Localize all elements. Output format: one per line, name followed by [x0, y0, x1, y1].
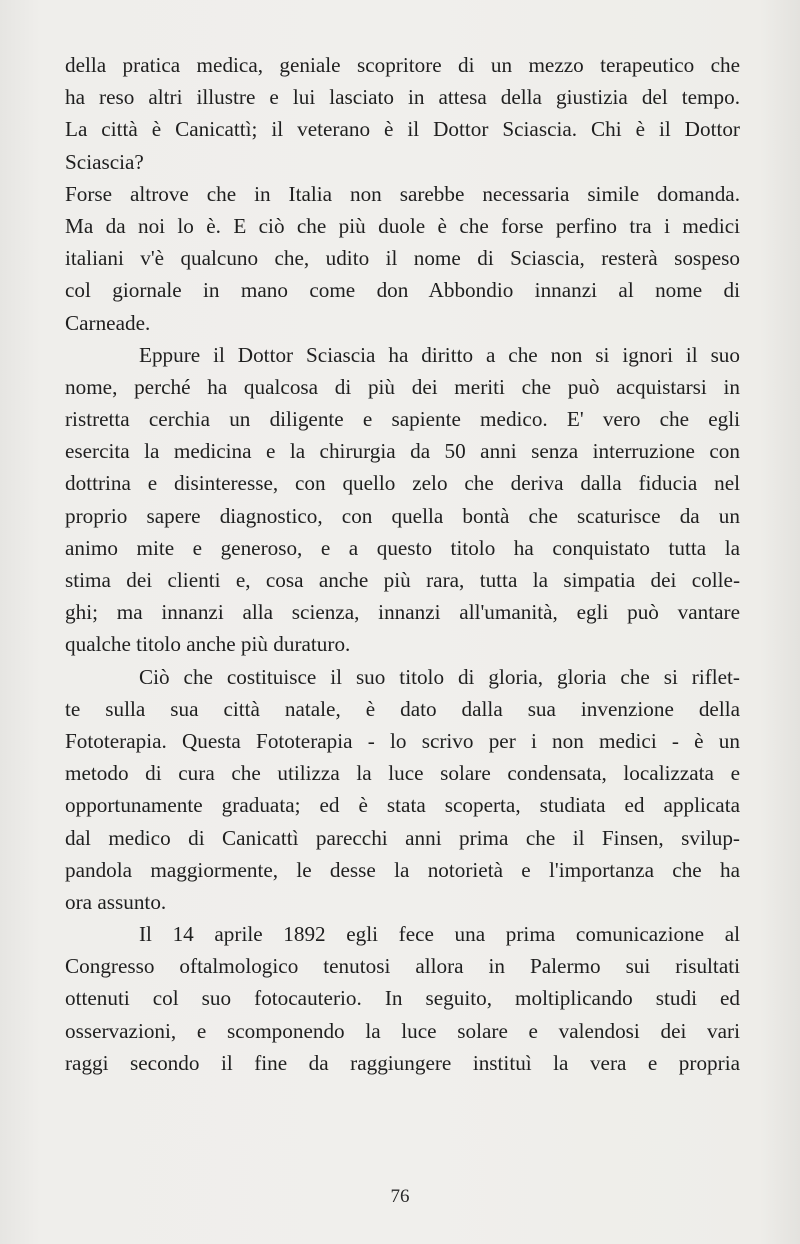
text-line: animo mite e generoso, e a questo titolo ha conquistato tutta la [65, 535, 740, 560]
text-line: ora assunto. [65, 889, 167, 914]
text-line: ghi; ma innanzi alla scienza, innanzi all'umanità, egli può vantare [65, 600, 740, 625]
text-line: esercita la medicina e la chirurgia da 50 anni senza interruzione con [65, 439, 740, 464]
text-line: Ciò che costituisce il suo titolo di gloria, gloria che si riflet- [139, 664, 740, 689]
text-line: dal medico di Canicattì parecchi anni prima che il Finsen, svilup- [65, 825, 740, 850]
text-line: col giornale in mano come don Abbondio innanzi al nome di [65, 278, 740, 303]
page-number: 76 [390, 1186, 410, 1207]
text-line: La città è Canicattì; il veterano è il Dottor Sciascia. Chi è il Dottor [65, 117, 740, 142]
text-line: Sciascia? [65, 149, 144, 174]
text-line: ristretta cerchia un diligente e sapiente medico. E' vero che egli [65, 407, 740, 432]
body-text [65, 49, 740, 1079]
text-line: proprio sapere diagnostico, con quella bontà che scaturisce da un [65, 503, 740, 528]
text-line: Fototerapia. Questa Fototerapia - lo scrivo per i non medici - è un [65, 728, 740, 753]
text-line: ottenuti col suo fotocauterio. In seguito, moltiplicando studi ed [65, 986, 740, 1011]
text-line: Il 14 aprile 1892 egli fece una prima comunicazione al [139, 922, 740, 947]
text-line: ha reso altri illustre e lui lasciato in attesa della giustizia del tempo. [65, 85, 740, 110]
text-line: della pratica medica, geniale scopritore di un mezzo terapeutico che [65, 53, 740, 77]
text-line: pandola maggiormente, le desse la notorietà e l'importanza che ha [65, 857, 740, 882]
text-line: stima dei clienti e, cosa anche più rara, tutta la simpatia dei colle- [65, 568, 740, 592]
text-line: Ma da noi lo è. E ciò che più duole è che forse perfino tra i medici [65, 213, 740, 238]
text-line: nome, perché ha qualcosa di più dei meriti che può acquistarsi in [65, 374, 740, 399]
text-line: Congresso oftalmologico tenutosi allora in Palermo sui risultati [65, 954, 740, 979]
text-line: osservazioni, e scomponendo la luce solare e valendosi dei vari [65, 1018, 740, 1043]
text-line: Carneade. [65, 310, 151, 335]
text-line: dottrina e disinteresse, con quello zelo che deriva dalla fiducia nel [65, 471, 740, 496]
text-line: qualche titolo anche più duraturo. [65, 632, 351, 657]
text-line: opportunamente graduata; ed è stata scoperta, studiata ed applicata [65, 793, 740, 818]
text-line: metodo di cura che utilizza la luce solare condensata, localizzata e [65, 761, 740, 786]
text-line: Eppure il Dottor Sciascia ha diritto a che non si ignori il suo [139, 342, 740, 367]
text-line: raggi secondo il fine da raggiungere instituì la vera e propria [65, 1050, 740, 1075]
text-line: italiani v'è qualcuno che, udito il nome di Sciascia, resterà sospeso [65, 246, 740, 271]
text-line: Forse altrove che in Italia non sarebbe necessaria simile domanda. [65, 181, 740, 206]
text-line: te sulla sua città natale, è dato dalla sua invenzione della [65, 696, 740, 721]
